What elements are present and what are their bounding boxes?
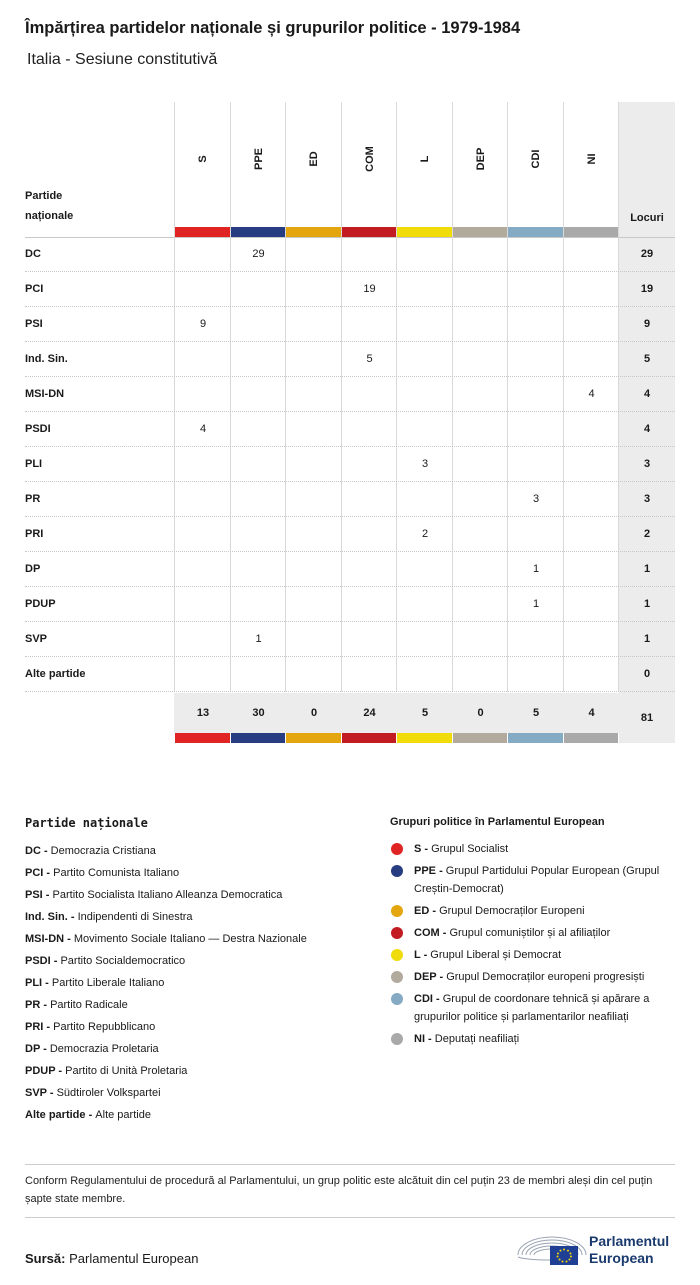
- legend-name: Grupul Democraților Europeni: [439, 905, 585, 917]
- legend-code: DP -: [25, 1043, 50, 1055]
- rules-note: Conform Regulamentului de procedură al Parlamentului, un grup politic este alcătuit din cel puțin 23 de membri aleși din cel puțin șapte state membre.: [25, 1175, 653, 1205]
- column-total-s: 13: [196, 707, 210, 719]
- logo-line2: European: [589, 1250, 654, 1266]
- source-value: Parlamentul European: [69, 1251, 199, 1266]
- row-party-label: Ind. Sin.: [25, 353, 68, 365]
- row-total: 3: [643, 458, 651, 470]
- legend-code: Ind. Sin. -: [25, 911, 78, 923]
- note-divider-bottom: [25, 1217, 675, 1218]
- legend-color-dot: [391, 1033, 403, 1045]
- source-label: Sursă:: [25, 1251, 66, 1266]
- cell-value: 1: [255, 633, 262, 645]
- table-row: [25, 412, 675, 447]
- national-legend-item: [25, 994, 365, 1016]
- national-legend-item: [25, 1016, 365, 1038]
- legend-name: Indipendenti di Sinestra: [77, 911, 193, 923]
- header-color-bar-ni: [564, 227, 619, 237]
- row-party-label: MSI-DN: [25, 388, 65, 400]
- legend-code: PSDI -: [25, 955, 61, 967]
- table-row: [25, 307, 675, 342]
- column-total-ed: 0: [310, 707, 318, 719]
- row-total: 1: [643, 633, 651, 645]
- corner-label-line1: Partide: [25, 190, 63, 202]
- legend-name: Partito Comunista Italiano: [53, 867, 180, 879]
- header-color-bar-com: [342, 227, 397, 237]
- footer-color-bar-ni: [564, 733, 619, 743]
- legend-code: S -: [414, 843, 432, 855]
- row-total: 1: [643, 563, 651, 575]
- row-party-label: PSDI: [25, 423, 51, 435]
- groups-legend-heading: Grupuri politice în Parlamentul European: [390, 816, 605, 828]
- legend-color-dot: [391, 971, 403, 983]
- national-legend-item: [25, 884, 365, 906]
- national-legend-item: [25, 1082, 365, 1104]
- legend-name: Partito di Unità Proletaria: [65, 1065, 188, 1077]
- table-row: [25, 482, 675, 517]
- legend-color-dot: [391, 905, 403, 917]
- footer-color-bar-l: [397, 733, 452, 743]
- row-total: 19: [640, 283, 654, 295]
- legend-color-dot: [391, 949, 403, 961]
- legend-name: Grupul Democraților europeni progresiști: [446, 971, 645, 983]
- row-party-label: PSI: [25, 318, 43, 330]
- group-header-label: L: [419, 155, 431, 163]
- column-total-l: 5: [421, 707, 429, 719]
- legend-color-dot: [391, 927, 403, 939]
- legend-code: CDI -: [414, 993, 443, 1005]
- row-party-label: DC: [25, 248, 41, 260]
- legend-code: DC -: [25, 845, 51, 857]
- row-party-label: PLI: [25, 458, 43, 470]
- group-header-label: S: [197, 155, 209, 163]
- row-total: 4: [643, 388, 651, 400]
- legend-name: Partito Repubblicano: [53, 1021, 156, 1033]
- legend-code: MSI-DN -: [25, 933, 74, 945]
- political-groups-legend: [390, 816, 680, 1052]
- row-party-label: Alte partide: [25, 668, 86, 680]
- chart-title: Împărțirea partidelor naționale și grupurilor politice - 1979-1984: [25, 19, 521, 37]
- seat-distribution-table: [25, 102, 675, 743]
- table-row: [25, 342, 675, 377]
- group-legend-item: [390, 946, 680, 964]
- row-total: 9: [643, 318, 651, 330]
- seats-header: Locuri: [630, 212, 664, 224]
- cell-value: 4: [588, 388, 595, 400]
- legend-code: PLI -: [25, 977, 52, 989]
- national-legend-item: [25, 862, 365, 884]
- cell-value: 4: [199, 423, 207, 435]
- header-color-bar-dep: [453, 227, 508, 237]
- national-parties-legend: [25, 816, 365, 1126]
- grand-total: 81: [640, 712, 654, 724]
- cell-value: 1: [532, 563, 540, 575]
- table-row: [25, 272, 675, 307]
- cell-value: 2: [421, 528, 429, 540]
- legend-name: Grupul Partidului Popular European (Grupul Creștin-Democrat): [414, 865, 660, 895]
- row-total: 29: [640, 248, 654, 260]
- legend-code: PSI -: [25, 889, 53, 901]
- column-total-ni: 4: [588, 707, 595, 719]
- row-party-label: PDUP: [25, 598, 56, 610]
- legend-name: Partito Liberale Italiano: [51, 977, 165, 989]
- table-row: [25, 517, 675, 552]
- legend-code: COM -: [414, 927, 450, 939]
- chart-subtitle: Italia - Sesiune constitutivă: [27, 51, 218, 68]
- legend-code: NI -: [414, 1033, 435, 1045]
- group-header-ni: [564, 102, 620, 227]
- legend-name: Partito Socialdemocratico: [60, 955, 186, 967]
- table-row: [25, 237, 675, 272]
- table-row: [25, 657, 675, 692]
- group-legend-item: [390, 840, 680, 858]
- legend-code: PPE -: [414, 865, 446, 877]
- footer-color-bar-com: [342, 733, 397, 743]
- header-color-bar-ppe: [231, 227, 286, 237]
- cell-value: 29: [252, 248, 265, 260]
- national-parties-header: [25, 186, 73, 226]
- legend-code: DEP -: [414, 971, 447, 983]
- footer-color-bar-ed: [286, 733, 341, 743]
- legend-color-dot: [391, 993, 403, 1005]
- group-legend-item: [390, 990, 680, 1026]
- footer-color-bar-cdi: [508, 733, 563, 743]
- column-total-dep: 0: [477, 707, 484, 719]
- group-header-com: [342, 102, 398, 227]
- national-legend-item: [25, 906, 365, 928]
- column-total-cdi: 5: [532, 707, 540, 719]
- footer-color-bar-ppe: [231, 733, 286, 743]
- source-line: [25, 1251, 198, 1266]
- row-party-label: DP: [25, 563, 41, 575]
- group-legend-item: [390, 924, 680, 942]
- group-header-cdi: [508, 102, 564, 227]
- table-row: [25, 447, 675, 482]
- footer-color-bar-s: [175, 733, 230, 743]
- legend-name: Partito Radicale: [50, 999, 128, 1011]
- cell-value: 3: [532, 493, 540, 505]
- cell-value: 1: [532, 598, 540, 610]
- header-color-bar-ed: [286, 227, 341, 237]
- corner-label-line2: naționale: [25, 210, 74, 222]
- national-legend-item: [25, 1104, 365, 1126]
- national-legend-item: [25, 972, 365, 994]
- legend-name: Grupul Socialist: [431, 843, 509, 855]
- legend-code: ED -: [414, 905, 440, 917]
- national-legend-item: [25, 840, 365, 862]
- legend-code: PRI -: [25, 1021, 54, 1033]
- group-header-label: NI: [585, 153, 598, 165]
- row-total: 1: [643, 598, 651, 610]
- national-legend-item: [25, 1038, 365, 1060]
- group-header-l: [397, 102, 453, 227]
- national-legend-item: [25, 928, 365, 950]
- group-header-dep: [453, 102, 509, 227]
- row-party-label: PCI: [25, 283, 44, 295]
- group-legend-item: [390, 902, 680, 920]
- row-total: 2: [643, 528, 651, 540]
- row-total: 4: [643, 423, 651, 435]
- group-header-s: [175, 102, 231, 227]
- row-total: 3: [643, 493, 651, 505]
- national-legend-heading: Partide naționale: [25, 816, 148, 830]
- group-header-ed: [286, 102, 342, 227]
- legend-name: Democrazia Proletaria: [49, 1043, 159, 1055]
- group-header-label: COM: [363, 146, 376, 172]
- legend-color-dot: [391, 843, 403, 855]
- header-color-bar-cdi: [508, 227, 563, 237]
- legend-name: Democrazia Cristiana: [50, 845, 156, 857]
- groups-legend-list: [390, 840, 680, 1048]
- table-row: [25, 377, 675, 412]
- group-header-ppe: [231, 102, 287, 227]
- logo-line1: Parlamentul: [589, 1233, 670, 1249]
- legend-code: PDUP -: [25, 1065, 66, 1077]
- table-row: [25, 552, 675, 587]
- row-party-label: PR: [25, 493, 41, 505]
- legend-name: Movimento Sociale Italiano — Destra Nazionale: [73, 933, 307, 945]
- cell-value: 19: [363, 283, 376, 295]
- national-legend-item: [25, 950, 365, 972]
- group-legend-item: [390, 1030, 680, 1048]
- legend-name: Grupul de coordonare tehnică și apărare a grupurilor politice și parlamentarilor neafiliați: [414, 993, 650, 1023]
- cell-value: 3: [421, 458, 429, 470]
- row-party-label: PRI: [25, 528, 44, 540]
- cell-value: 9: [199, 318, 207, 330]
- group-header-label: DEP: [474, 147, 487, 171]
- group-legend-item: [390, 968, 680, 986]
- column-total-com: 24: [363, 707, 376, 719]
- row-total: 5: [643, 353, 651, 365]
- legend-name: Alte partide: [95, 1109, 151, 1121]
- row-total: 0: [643, 668, 651, 680]
- row-party-label: SVP: [25, 633, 48, 645]
- group-header-label: CDI: [530, 149, 542, 169]
- legend-name: Partito Socialista Italiano Alleanza Democratica: [52, 889, 283, 901]
- legend-code: Alte partide -: [25, 1109, 96, 1121]
- legend-name: Südtiroler Volkspartei: [56, 1087, 161, 1099]
- legend-code: PCI -: [25, 867, 54, 879]
- group-legend-item: [390, 862, 680, 898]
- legend-code: SVP -: [25, 1087, 57, 1099]
- group-header-label: PPE: [252, 147, 265, 171]
- legend-name: Grupul comuniștilor și al afiliaților: [449, 927, 611, 939]
- note-divider-top: [25, 1164, 675, 1165]
- logo-wordmark: [589, 1233, 669, 1267]
- legend-name: Deputați neafiliați: [434, 1033, 520, 1045]
- national-legend-list: [25, 840, 365, 1126]
- legend-code: L -: [414, 949, 431, 961]
- header-color-bar-l: [397, 227, 452, 237]
- legend-name: Grupul Liberal și Democrat: [430, 949, 562, 961]
- cell-value: 5: [366, 353, 373, 365]
- table-row: [25, 622, 675, 657]
- footer-color-bar-dep: [453, 733, 508, 743]
- group-header-label: ED: [308, 151, 320, 167]
- header-color-bar-s: [175, 227, 230, 237]
- legend-color-dot: [391, 865, 403, 877]
- legend-code: PR -: [25, 999, 51, 1011]
- column-total-ppe: 30: [252, 707, 265, 719]
- table-row: [25, 587, 675, 622]
- national-legend-item: [25, 1060, 365, 1082]
